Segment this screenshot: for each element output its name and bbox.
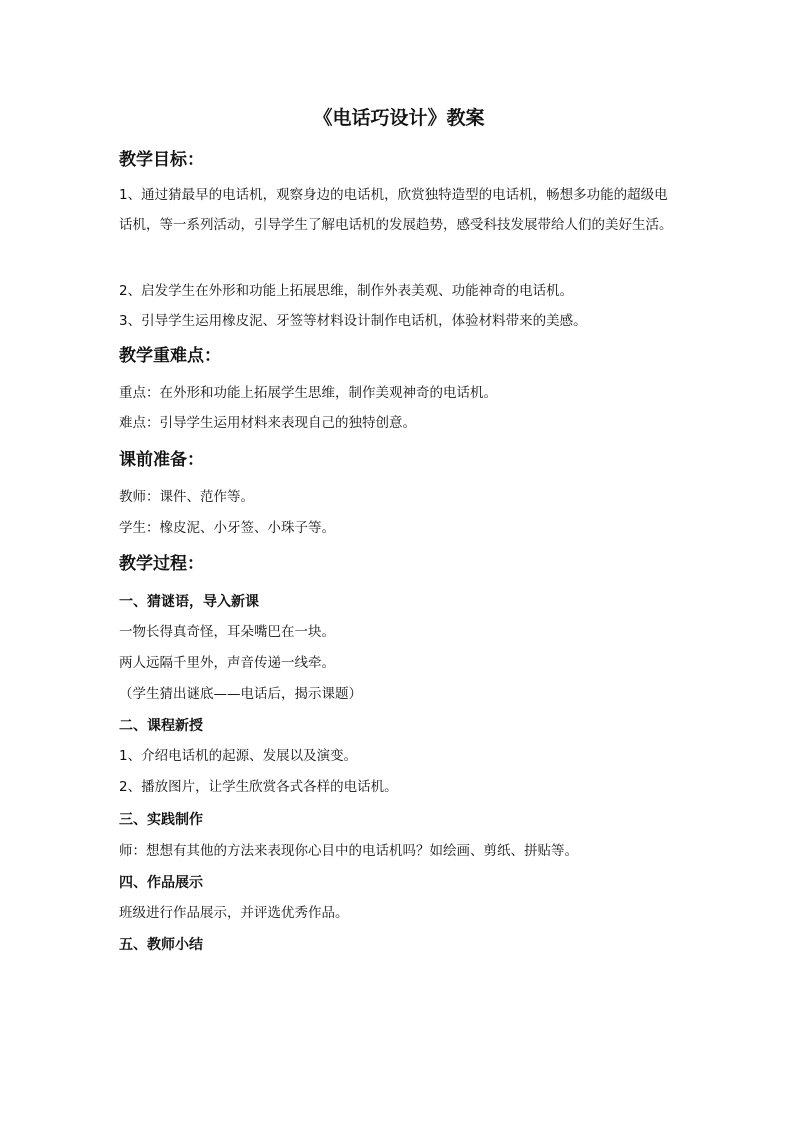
preparation-item-1: 教师：课件、范作等。: [119, 489, 254, 505]
objective-item-3: 3、引导学生运用橡皮泥、牙签等材料设计制作电话机，体验材料带来的美感。: [119, 313, 587, 329]
preparation-heading: 课前准备：: [119, 450, 204, 470]
step2-heading: 二、课程新授: [119, 718, 203, 734]
key-point-item-2: 难点：引导学生运用材料来表现自己的独特创意。: [119, 415, 416, 431]
preparation-item-2: 学生：橡皮泥、小牙签、小珠子等。: [119, 520, 335, 536]
process-heading: 教学过程：: [119, 554, 204, 574]
step2-line-2: 2、播放图片，让学生欣赏各式各样的电话机。: [119, 779, 398, 795]
step1-line-3: （学生猜出谜底——电话后，揭示课题）: [119, 686, 362, 702]
step1-line-2: 两人远隔千里外，声音传递一线牵。: [119, 655, 335, 671]
objectives-heading: 教学目标：: [119, 150, 204, 170]
step4-line-1: 班级进行作品展示，并评选优秀作品。: [119, 905, 349, 921]
objective-item-2: 2、启发学生在外形和功能上拓展思维，制作外表美观、功能神奇的电话机。: [119, 283, 574, 299]
step1-line-1: 一物长得真奇怪，耳朵嘴巴在一块。: [119, 624, 335, 640]
step4-heading: 四、作品展示: [119, 875, 203, 891]
document-page: [119, 0, 679, 1123]
step3-heading: 三、实践制作: [119, 812, 203, 828]
key-point-item-1: 重点：在外形和功能上拓展学生思维，制作美观神奇的电话机。: [119, 385, 497, 401]
document-title: 《电话巧设计》教案: [313, 107, 485, 129]
key-points-heading: 教学重难点：: [119, 346, 221, 366]
step5-heading: 五、教师小结: [119, 937, 203, 953]
objective-item-1: 1、通过猜最早的电话机，观察身边的电话机，欣赏独特造型的电话机，畅想多功能的超级电话机，等一系列活动，引导学生了解电话机的发展趋势，感受科技发展带给人们的美好生活。: [119, 187, 673, 233]
step2-line-1: 1、介绍电话机的起源、发展以及演变。: [119, 748, 358, 764]
step3-line-1: 师：想想有其他的方法来表现你心目中的电话机吗？如绘画、剪纸、拼贴等。: [119, 843, 578, 859]
step1-heading: 一、猜谜语，导入新课: [119, 594, 259, 610]
